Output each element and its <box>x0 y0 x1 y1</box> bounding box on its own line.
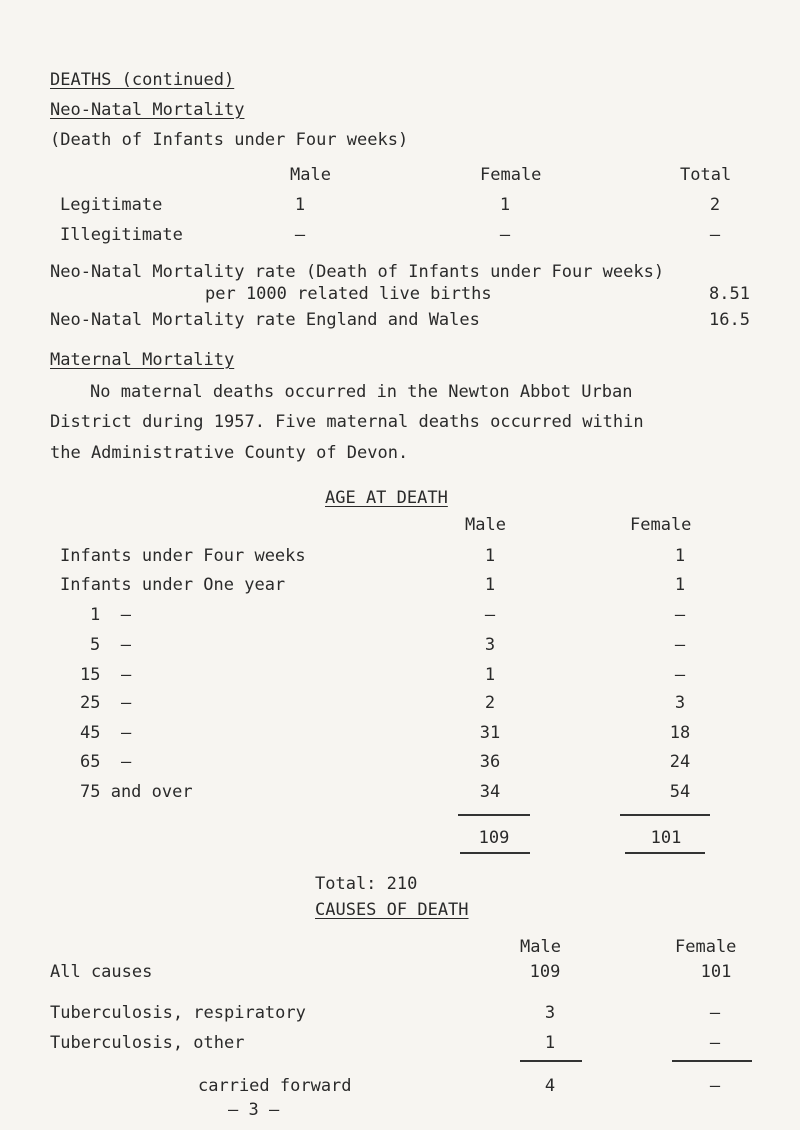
age-table-title: AGE AT DEATH <box>325 488 448 508</box>
neo-row-illegitimate-total: – <box>709 225 721 245</box>
age-row-female: 1 <box>674 546 686 566</box>
causes-row-female: – <box>709 1033 721 1053</box>
causes-col-female: Female <box>675 937 737 957</box>
age-row-female: – <box>674 605 686 625</box>
age-row-label: 75 and over <box>80 782 193 802</box>
rate1-line1: Neo-Natal Mortality rate (Death of Infants under Four weeks) <box>50 262 665 282</box>
neo-col-female: Female <box>480 165 542 185</box>
carried-forward-female: – <box>709 1076 721 1096</box>
age-row-label: 25 – <box>80 693 132 713</box>
age-row-label: 65 – <box>80 752 132 772</box>
causes-female-rule <box>672 1060 752 1062</box>
age-row-female: 1 <box>674 575 686 595</box>
neo-row-illegitimate-male: – <box>294 225 306 245</box>
neo-col-total: Total <box>680 165 732 185</box>
age-row-male: 1 <box>484 665 496 685</box>
age-row-label: Infants under Four weeks <box>60 546 306 566</box>
age-female-subtotal-rule <box>620 814 710 816</box>
age-row-male: – <box>484 605 496 625</box>
rate2-value: 16.5 <box>709 310 750 330</box>
causes-col-male: Male <box>520 937 561 957</box>
neo-row-legitimate-total: 2 <box>709 195 721 215</box>
carried-forward-male: 4 <box>544 1076 556 1096</box>
causes-all-label: All causes <box>50 962 153 982</box>
age-female-total-rule <box>625 852 705 854</box>
causes-table-title: CAUSES OF DEATH <box>315 900 469 920</box>
age-row-female: 54 <box>669 782 691 802</box>
neo-row-legitimate-female: 1 <box>499 195 511 215</box>
age-total-male: 109 <box>478 828 510 848</box>
neo-natal-title: Neo-Natal Mortality <box>50 100 245 120</box>
maternal-para-line2: District during 1957. Five maternal deaths occurred within <box>50 412 644 432</box>
age-row-male: 34 <box>479 782 501 802</box>
age-row-male: 36 <box>479 752 501 772</box>
age-row-label: 15 – <box>80 665 132 685</box>
maternal-para-line3: the Administrative County of Devon. <box>50 443 409 463</box>
age-row-male: 3 <box>484 635 496 655</box>
section-title: DEATHS (continued) <box>50 70 235 90</box>
neo-row-illegitimate-female: – <box>499 225 511 245</box>
neo-natal-subtitle: (Death of Infants under Four weeks) <box>50 130 409 150</box>
age-row-male: 31 <box>479 723 501 743</box>
age-male-total-rule <box>460 852 530 854</box>
age-row-female: 24 <box>669 752 691 772</box>
causes-row-female: – <box>709 1003 721 1023</box>
age-row-label: 1 – <box>90 605 131 625</box>
rate2-label: Neo-Natal Mortality rate England and Wales <box>50 310 480 330</box>
age-row-label: 5 – <box>90 635 131 655</box>
age-col-male: Male <box>465 515 506 535</box>
age-row-female: 18 <box>669 723 691 743</box>
age-row-male: 1 <box>484 546 496 566</box>
maternal-title: Maternal Mortality <box>50 350 235 370</box>
age-row-label: Infants under One year <box>60 575 286 595</box>
age-row-male: 2 <box>484 693 496 713</box>
neo-row-illegitimate-label: Illegitimate <box>60 225 183 245</box>
neo-col-male: Male <box>290 165 331 185</box>
causes-row-label: Tuberculosis, respiratory <box>50 1003 306 1023</box>
causes-row-male: 3 <box>544 1003 556 1023</box>
age-male-subtotal-rule <box>458 814 530 816</box>
causes-male-rule <box>520 1060 582 1062</box>
maternal-para-line1: No maternal deaths occurred in the Newton Abbot Urban <box>90 382 633 402</box>
neo-row-legitimate-male: 1 <box>294 195 306 215</box>
causes-row-label: Tuberculosis, other <box>50 1033 245 1053</box>
neo-row-legitimate-label: Legitimate <box>60 195 163 215</box>
rate1-value: 8.51 <box>709 284 750 304</box>
rate1-line2: per 1000 related live births <box>205 284 492 304</box>
age-row-male: 1 <box>484 575 496 595</box>
grand-total: Total: 210 <box>315 874 418 894</box>
age-row-label: 45 – <box>80 723 132 743</box>
age-total-female: 101 <box>650 828 682 848</box>
causes-all-male: 109 <box>529 962 561 982</box>
causes-all-female: 101 <box>700 962 732 982</box>
age-row-female: – <box>674 665 686 685</box>
age-row-female: – <box>674 635 686 655</box>
page-number: – 3 – <box>228 1100 280 1120</box>
causes-row-male: 1 <box>544 1033 556 1053</box>
age-col-female: Female <box>630 515 692 535</box>
age-row-female: 3 <box>674 693 686 713</box>
carried-forward-label: carried forward <box>198 1076 352 1096</box>
